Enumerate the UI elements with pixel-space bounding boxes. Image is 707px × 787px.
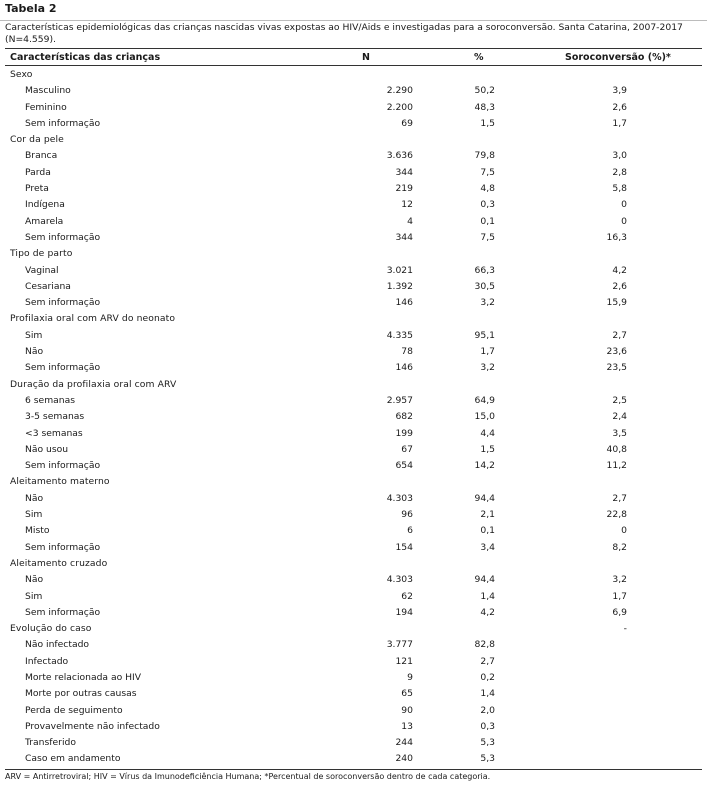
row-label: Aleitamento cruzado xyxy=(10,557,108,569)
cell-seroconversion: 15,9 xyxy=(606,297,627,309)
cell-n: 67 xyxy=(401,443,413,455)
cell-seroconversion: 3,5 xyxy=(612,427,627,439)
cell-percent: 66,3 xyxy=(474,264,495,276)
cell-n: 344 xyxy=(395,231,413,243)
table-row xyxy=(5,360,702,376)
table-row xyxy=(5,214,702,230)
table-row xyxy=(5,409,702,425)
cell-n: 146 xyxy=(395,297,413,309)
cell-n: 4.303 xyxy=(386,574,413,586)
cell-n: 65 xyxy=(401,688,413,700)
row-label: Sem informação xyxy=(25,117,101,129)
cell-percent: 1,7 xyxy=(480,346,495,358)
cell-n: 121 xyxy=(395,655,413,667)
row-label: Duração da profilaxia oral com ARV xyxy=(10,378,177,390)
cell-n: 146 xyxy=(395,362,413,374)
row-label: 6 semanas xyxy=(25,394,76,406)
table-footnote: ARV = Antirretroviral; HIV = Vírus da Imunodeficiência Humana; *Percentual de soroconversão dentro de cada categoria. xyxy=(5,772,491,781)
cell-seroconversion: 6,9 xyxy=(612,606,627,618)
cell-percent: 1,5 xyxy=(480,443,495,455)
cell-seroconversion: 16,3 xyxy=(606,231,627,243)
cell-n: 12 xyxy=(401,199,413,211)
cell-seroconversion: 2,6 xyxy=(612,101,627,113)
cell-percent: 94,4 xyxy=(474,574,495,586)
table-group-row xyxy=(5,621,702,637)
cell-n: 9 xyxy=(407,671,413,683)
table-row xyxy=(5,703,702,719)
table-row xyxy=(5,751,702,767)
cell-n: 3.636 xyxy=(386,150,413,162)
table-row xyxy=(5,344,702,360)
cell-percent: 2,1 xyxy=(480,509,495,521)
cell-percent: 50,2 xyxy=(474,85,495,97)
table-row xyxy=(5,589,702,605)
cell-percent: 1,5 xyxy=(480,117,495,129)
row-label: Provavelmente não infectado xyxy=(25,720,160,732)
table-row xyxy=(5,654,702,670)
row-label: Infectado xyxy=(25,655,69,667)
table-row xyxy=(5,670,702,686)
table-row xyxy=(5,328,702,344)
cell-percent: 7,5 xyxy=(480,231,495,243)
table-row xyxy=(5,735,702,751)
table-row xyxy=(5,279,702,295)
table-body xyxy=(5,67,702,768)
table-row xyxy=(5,605,702,621)
cell-n: 2.290 xyxy=(386,85,413,97)
cell-percent: 0,3 xyxy=(480,720,495,732)
table-row xyxy=(5,295,702,311)
row-label: Aleitamento materno xyxy=(10,476,110,488)
header-n: N xyxy=(362,52,370,63)
row-label: Não xyxy=(25,346,44,358)
row-label: Perda de seguimento xyxy=(25,704,123,716)
cell-n: 13 xyxy=(401,720,413,732)
cell-seroconversion: 22,8 xyxy=(606,509,627,521)
table-row xyxy=(5,458,702,474)
table-group-row xyxy=(5,377,702,393)
cell-n: 69 xyxy=(401,117,413,129)
cell-seroconversion: 1,7 xyxy=(612,117,627,129)
cell-percent: 2,0 xyxy=(480,704,495,716)
cell-seroconversion: 11,2 xyxy=(606,460,627,472)
cell-seroconversion: 2,4 xyxy=(612,411,627,423)
cell-seroconversion: 1,7 xyxy=(612,590,627,602)
row-label: Masculino xyxy=(25,85,71,97)
row-label: Sem informação xyxy=(25,606,101,618)
table-row xyxy=(5,426,702,442)
cell-n: 3.021 xyxy=(386,264,413,276)
row-label: Vaginal xyxy=(25,264,59,276)
row-label: Indígena xyxy=(25,199,65,211)
row-label: Não xyxy=(25,574,44,586)
table-row xyxy=(5,637,702,653)
table-title: Tabela 2 xyxy=(5,2,57,15)
cell-percent: 30,5 xyxy=(474,280,495,292)
table-row xyxy=(5,181,702,197)
cell-seroconversion: 0 xyxy=(621,215,627,227)
table-group-row xyxy=(5,474,702,490)
table-row xyxy=(5,197,702,213)
row-label: Não usou xyxy=(25,443,69,455)
cell-n: 90 xyxy=(401,704,413,716)
cell-percent: 15,0 xyxy=(474,411,495,423)
cell-n: 240 xyxy=(395,753,413,765)
cell-percent: 3,2 xyxy=(480,362,495,374)
table-group-row xyxy=(5,556,702,572)
cell-seroconversion: 23,6 xyxy=(606,346,627,358)
row-label: Não infectado xyxy=(25,639,90,651)
cell-seroconversion: 0 xyxy=(621,525,627,537)
row-label: Tipo de parto xyxy=(10,248,73,260)
row-label: 3-5 semanas xyxy=(25,411,85,423)
row-label: Branca xyxy=(25,150,58,162)
row-label: Cor da pele xyxy=(10,134,64,146)
cell-n: 96 xyxy=(401,509,413,521)
row-label: Profilaxia oral com ARV do neonato xyxy=(10,313,176,325)
cell-percent: 1,4 xyxy=(480,590,495,602)
cell-n: 344 xyxy=(395,166,413,178)
row-label: Sem informação xyxy=(25,541,101,553)
cell-n: 78 xyxy=(401,346,413,358)
cell-seroconversion: 4,2 xyxy=(612,264,627,276)
cell-n: 154 xyxy=(395,541,413,553)
row-label: Sim xyxy=(25,509,43,521)
row-label: Sexo xyxy=(10,69,33,80)
cell-seroconversion: 2,8 xyxy=(612,166,627,178)
cell-seroconversion: 2,6 xyxy=(612,280,627,292)
cell-n: 4.335 xyxy=(386,329,413,341)
cell-percent: 64,9 xyxy=(474,394,495,406)
row-label: Sim xyxy=(25,329,43,341)
table-row xyxy=(5,83,702,99)
cell-seroconversion: - xyxy=(623,623,627,635)
table-bottom-rule xyxy=(5,769,702,770)
row-label: Sim xyxy=(25,590,43,602)
cell-percent: 0,3 xyxy=(480,199,495,211)
table-row xyxy=(5,572,702,588)
cell-seroconversion: 23,5 xyxy=(606,362,627,374)
cell-percent: 5,3 xyxy=(480,753,495,765)
row-label: Morte por outras causas xyxy=(25,688,137,700)
cell-n: 194 xyxy=(395,606,413,618)
row-label: Não xyxy=(25,492,44,504)
cell-n: 62 xyxy=(401,590,413,602)
row-label: <3 semanas xyxy=(25,427,83,439)
cell-n: 2.200 xyxy=(386,101,413,113)
row-label: Sem informação xyxy=(25,362,101,374)
cell-percent: 0,1 xyxy=(480,525,495,537)
cell-percent: 0,1 xyxy=(480,215,495,227)
cell-seroconversion: 3,2 xyxy=(612,574,627,586)
row-label: Amarela xyxy=(25,215,64,227)
table-row xyxy=(5,523,702,539)
header-characteristics: Características das crianças xyxy=(10,52,161,63)
cell-percent: 14,2 xyxy=(474,460,495,472)
cell-n: 654 xyxy=(395,460,413,472)
cell-n: 4.303 xyxy=(386,492,413,504)
cell-seroconversion: 2,7 xyxy=(612,329,627,341)
cell-seroconversion: 2,5 xyxy=(612,394,627,406)
cell-n: 1.392 xyxy=(386,280,413,292)
row-label: Transferido xyxy=(25,737,76,749)
table-row xyxy=(5,148,702,164)
title-bar xyxy=(0,0,707,21)
table-row xyxy=(5,442,702,458)
row-label: Parda xyxy=(25,166,51,178)
cell-percent: 5,3 xyxy=(480,737,495,749)
cell-n: 3.777 xyxy=(386,639,413,651)
cell-percent: 4,2 xyxy=(480,606,495,618)
table-group-row xyxy=(5,132,702,148)
table-row xyxy=(5,491,702,507)
cell-percent: 3,4 xyxy=(480,541,495,553)
cell-percent: 82,8 xyxy=(474,639,495,651)
table-row xyxy=(5,686,702,702)
cell-percent: 2,7 xyxy=(480,655,495,667)
row-label: Misto xyxy=(25,525,50,537)
table-group-row xyxy=(5,311,702,327)
table-row xyxy=(5,393,702,409)
cell-seroconversion: 2,7 xyxy=(612,492,627,504)
header-seroconversion: Soroconversão (%)* xyxy=(565,52,671,63)
row-label: Caso em andamento xyxy=(25,753,121,765)
row-label: Morte relacionada ao HIV xyxy=(25,671,142,683)
cell-percent: 94,4 xyxy=(474,492,495,504)
table-row xyxy=(5,116,702,132)
row-label: Cesariana xyxy=(25,280,71,292)
cell-percent: 3,2 xyxy=(480,297,495,309)
cell-percent: 48,3 xyxy=(474,101,495,113)
cell-seroconversion: 0 xyxy=(621,199,627,211)
cell-seroconversion: 8,2 xyxy=(612,541,627,553)
cell-percent: 1,4 xyxy=(480,688,495,700)
cell-seroconversion: 3,9 xyxy=(612,85,627,97)
table-row xyxy=(5,230,702,246)
cell-percent: 7,5 xyxy=(480,166,495,178)
cell-n: 199 xyxy=(395,427,413,439)
cell-seroconversion: 40,8 xyxy=(606,443,627,455)
table-caption: Características epidemiológicas das crianças nascidas vivas expostas ao HIV/Aids e investigadas para a soroconversão. Santa Catarina, 2007-2017 (N=4.559). xyxy=(5,22,683,45)
table-row xyxy=(5,540,702,556)
row-label: Sem informação xyxy=(25,460,101,472)
table-group-row xyxy=(5,246,702,262)
row-label: Sem informação xyxy=(25,231,101,243)
cell-percent: 0,2 xyxy=(480,671,495,683)
table-row xyxy=(5,719,702,735)
row-label: Feminino xyxy=(25,101,67,113)
row-label: Evolução do caso xyxy=(10,623,92,635)
table-row xyxy=(5,100,702,116)
row-label: Preta xyxy=(25,183,49,195)
cell-percent: 95,1 xyxy=(474,329,495,341)
cell-n: 219 xyxy=(395,183,413,195)
cell-seroconversion: 5,8 xyxy=(612,183,627,195)
row-label: Sem informação xyxy=(25,297,101,309)
cell-n: 6 xyxy=(407,525,413,537)
cell-percent: 79,8 xyxy=(474,150,495,162)
header-bottom-rule xyxy=(5,65,702,66)
cell-percent: 4,8 xyxy=(480,183,495,195)
table-row xyxy=(5,507,702,523)
table-row xyxy=(5,263,702,279)
cell-n: 4 xyxy=(407,215,413,227)
cell-n: 682 xyxy=(395,411,413,423)
cell-n: 244 xyxy=(395,737,413,749)
cell-percent: 4,4 xyxy=(480,427,495,439)
table-row xyxy=(5,165,702,181)
header-top-rule xyxy=(5,48,702,49)
cell-n: 2.957 xyxy=(386,394,413,406)
table-group-row xyxy=(5,67,702,83)
cell-seroconversion: 3,0 xyxy=(612,150,627,162)
header-percent: % xyxy=(474,52,484,63)
